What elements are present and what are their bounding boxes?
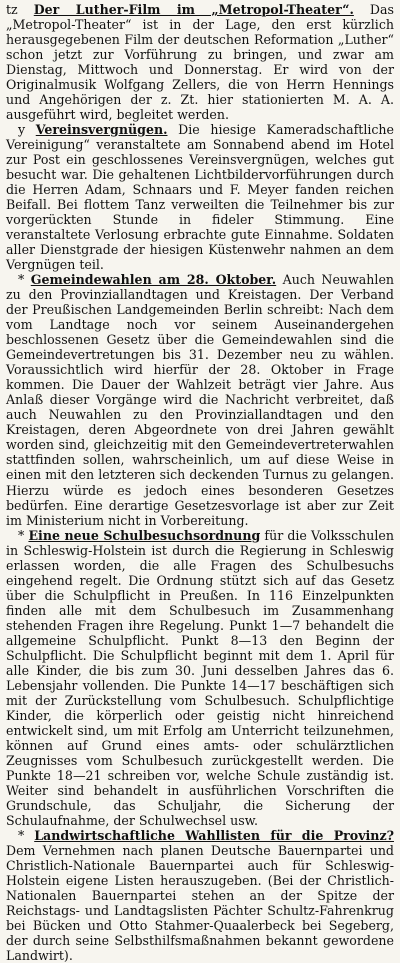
- article-heading: Der Luther-Film im „Metropol-Theater“.: [33, 2, 354, 17]
- article-heading: Landwirtschaftliche Wahllisten für die Provinz?: [34, 827, 394, 843]
- article-body: Dem Vernehmen nach planen Deutsche Bauernpartei und Christlich-Nationale Bauernpartei auch für Schleswig-Holstein eigene Listen herauszugeben. (Bei der Christlich-Nationalen Bauernpartei stehen an der Spitze der Reichstags- und Landtagslisten Pächter Schultz-Fahrenkrug bei Bücken und Otto Stahmer-Quaalerbeck bei Segeberg, der durch seine Selbsthilfsmaßnahmen bekannt gewordene Landwirt).: [6, 842, 394, 963]
- article-vereinsvergnuegen: y Vereinsvergnügen. Die hiesige Kameradschaftliche Vereinigung“ veranstaltete am Sonnabend abend im Hotel zur Post ein geschlossenes Vereinsvergnügen, welches gut besucht war. Die gehaltenen Lichtbildervorführungen durch die Herren Adam, Schnaars und F. Meyer fanden reichen Beifall. Bei flottem Tanz verweilten die Teilnehmer bis zur vorgerückten Stunde in fideler Stimmung. Eine veranstaltete Verlosung erbrachte gute Einnahme. Soldaten aller Dienstgrade der hiesigen Küstenwehr nahmen an dem Vergnügen teil.: [6, 122, 394, 273]
- article-heading: Gemeindewahlen am 28. Oktober.: [30, 272, 277, 288]
- article-body: Die hiesige Kameradschaftliche Vereinigung“ veranstaltete am Sonnabend abend im Hotel zur Post ein geschlossenes Vereinsvergnügen, welches gut besucht war. Die gehaltenen Lichtbildervorführungen durch die Herren Adam, Schnaars und F. Meyer fanden reichen Beifall. Bei flottem Tanz verweilten die Teilnehmer bis zur vorgerückten Stunde in fideler Stimmung. Eine veranstaltete Verlosung erbrachte gute Einnahme. Soldaten aller Dienstgrade der hiesigen Küstenwehr nahmen an dem Vergnügen teil.: [6, 122, 394, 273]
- article-schulbesuchsordnung: * Eine neue Schulbesuchsordnung für die Volksschulen in Schleswig-Holstein ist durch die Regierung in Schleswig erlassen worden, die alle Fragen des Schulbesuchs eingehend regelt. Die Ordnung stützt sich auf das Gesetz über die Schulpflicht in Preußen. In 116 Einzelpunkten finden alle mit dem Schulbesuch im Zusammenhang stehenden Fragen ihre Regelung. Punkt 1—7 behandelt die allgemeine Schulpflicht. Punkt 8—13 den Beginn der Schulpflicht. Die Schulpflicht beginnt mit dem 1. April für alle Kinder, die bis zum 30. Juni desselben Jahres das 6. Lebensjahr vollenden. Die Punkte 14—17 beschäftigen sich mit der Zurückstellung vom Schulbesuch. Schulpflichtige Kinder, die körperlich oder geistig nicht hinreichend entwickelt sind, um mit Erfolg am Unterricht teilzunehmen, können auf Grund eines amts- oder schulärztlichen Zeugnisses vom Schulbesuch zurückgestellt werden. Die Punkte 18—21 schreiben vor, welche Schule zuständig ist. Weiter sind behandelt in ausführlichen Vorschriften die Grundschule, das Schuljahr, die Sicherung der Schulaufnahme, der Schulwechsel usw.: [6, 527, 394, 828]
- article-gemeindewahlen: * Gemeindewahlen am 28. Oktober. Auch Neuwahlen zu den Provinziallandtagen und Kreistagen. Der Verband der Preußischen Landgemeinden Berlin schreibt: Nach dem vom Landtage noch vor seinem Auseinandergehen beschlossenen Gesetz über die Gemeindewahlen sind die Gemeindevertretungen bis 31. Dezember neu zu wählen. Voraussichtlich wird hierfür der 28. Oktober in Frage kommen. Die Dauer der Wahlzeit beträgt vier Jahre. Aus Anlaß dieser Vorgänge wird die Nachricht verbreitet, daß auch Neuwahlen zu den Provinziallandtagen und den Kreistagen, deren Abgeordnete von drei Jahren gewählt worden sind, gleichzeitig mit den Gemeindevertreterwahlen stattfinden sollen, wahrscheinlich, um auf diese Weise in einen mit den letzteren sich deckenden Turnus zu gelangen. Hierzu würde es jedoch eines besonderen Gesetzes bedürfen. Eine derartige Gesetzesvorlage ist aber zur Zeit im Ministerium nicht in Vorbereitung.: [6, 272, 395, 528]
- article-body: für die Volksschulen in Schleswig-Holstein ist durch die Regierung in Schleswig erlassen worden, die alle Fragen des Schulbesuchs eingehend regelt. Die Ordnung stützt sich auf das Gesetz über die Schulpflicht in Preußen. In 116 Einzelpunkten finden alle mit dem Schulbesuch im Zusammenhang stehenden Fragen ihre Regelung. Punkt 1—7 behandelt die allgemeine Schulpflicht. Punkt 8—13 den Beginn der Schulpflicht. Die Schulpflicht beginnt mit dem 1. April für alle Kinder, die bis zum 30. Juni desselben Jahres das 6. Lebensjahr vollenden. Die Punkte 14—17 beschäftigen sich mit der Zurückstellung vom Schulbesuch. Schulpflichtige Kinder, die körperlich oder geistig nicht hinreichend entwickelt sind, um mit Erfolg am Unterricht teilzunehmen, können auf Grund eines amts- oder schulärztlichen Zeugnisses vom Schulbesuch zurückgestellt werden. Die Punkte 18—21 schreiben vor, welche Schule zuständig ist. Weiter sind behandelt in ausführlichen Vorschriften die Grundschule, das Schuljahr, die Sicherung der Schulaufnahme, der Schulwechsel usw.: [6, 527, 394, 828]
- article-body: Das „Metropol-Theater“ ist in der Lage, den erst kürzlich herausgegebenen Film der deutschen Reformation „Luther“ schon jetzt zur Vorführung zu bringen, und zwar am Dienstag, Mittwoch und Donnerstag. Er wird von der Originalmusik Wolfgang Zellers, die von Herrn Hennings und Angehörigen der z. Zt. hier stationierten M. A. A. ausgeführt wird, begleitet werden.: [6, 2, 394, 123]
- article-wahllisten: * Landwirtschaftliche Wahllisten für die Provinz? Dem Vernehmen nach planen Deutsche Bauernpartei und Christlich-Nationale Bauernpartei auch für Schleswig-Holstein eigene Listen herauszugeben. (Bei der Christlich-Nationalen Bauernpartei stehen an der Spitze der Reichstags- und Landtagslisten Pächter Schultz-Fahrenkrug bei Bücken und Otto Stahmer-Quaalerbeck bei Segeberg, der durch seine Selbsthilfsmaßnahmen bekannt gewordene Landwirt).: [6, 827, 394, 963]
- article-heading: Eine neue Schulbesuchsordnung: [28, 527, 261, 543]
- article-body: Auch Neuwahlen zu den Provinziallandtagen und Kreistagen. Der Verband der Preußischen Landgemeinden Berlin schreibt: Nach dem vom Landtage noch vor seinem Auseinandergehen beschlossenen Gesetz über die Gemeindewahlen sind die Gemeindevertretungen bis 31. Dezember neu zu wählen. Voraussichtlich wird hierfür der 28. Oktober in Frage kommen. Die Dauer der Wahlzeit beträgt vier Jahre. Aus Anlaß dieser Vorgänge wird die Nachricht verbreitet, daß auch Neuwahlen zu den Provinziallandtagen und den Kreistagen, deren Abgeordnete von drei Jahren gewählt worden sind, gleichzeitig mit den Gemeindevertreterwahlen stattfinden sollen, wahrscheinlich, um auf diese Weise in einen mit den letzteren sich deckenden Turnus zu gelangen. Hierzu würde es jedoch eines besonderen Gesetzes bedürfen. Eine derartige Gesetzesvorlage ist aber zur Zeit im Ministerium nicht in Vorbereitung.: [6, 272, 395, 528]
- article-heading: Vereinsvergnügen.: [35, 122, 168, 138]
- article-luther-film: tz Der Luther-Film im „Metropol-Theater“. Das „Metropol-Theater“ ist in der Lage, den erst kürzlich herausgegebenen Film der deutschen Reformation „Luther“ schon jetzt zur Vorführung zu bringen, und zwar am Dienstag, Mittwoch und Donnerstag. Er wird von der Originalmusik Wolfgang Zellers, die von Herrn Hennings und Angehörigen der z. Zt. hier stationierten M. A. A. ausgeführt wird, begleitet werden.: [6, 2, 394, 123]
